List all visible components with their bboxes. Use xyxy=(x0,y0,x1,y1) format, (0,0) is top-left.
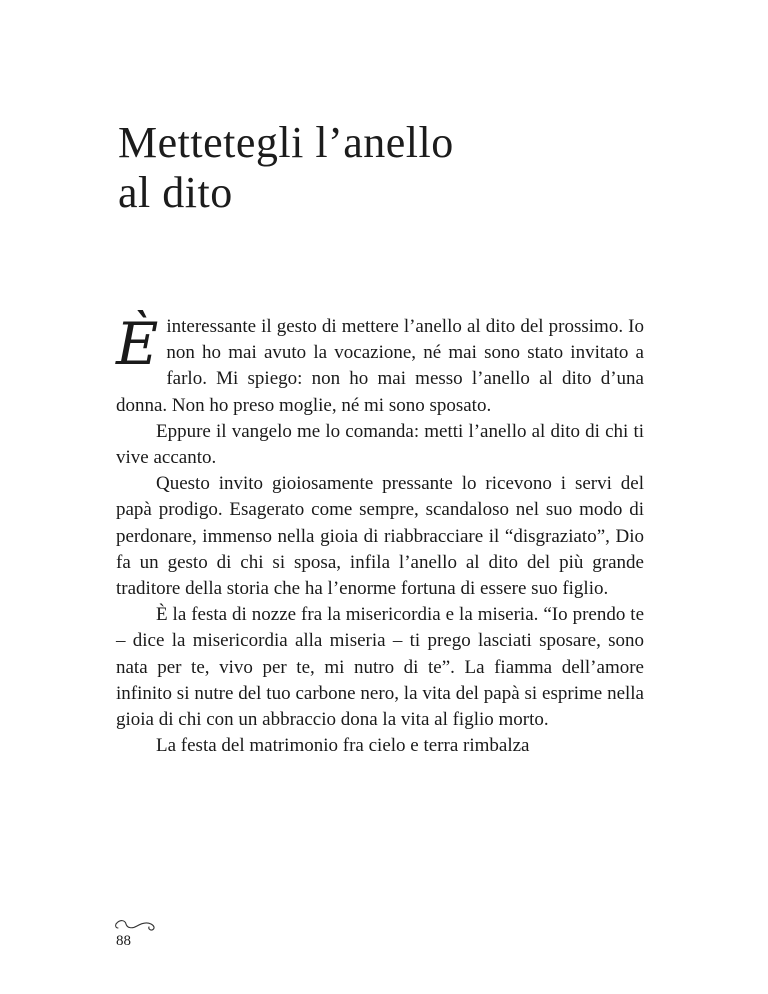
paragraph-3: Questo invito gioiosamente pressante lo ricevono i servi del papà prodigo. Esagerato come sempre, scandaloso nel suo modo di perdonare, immenso nella gioia di riabbracciare il “disgraziato”, Dio fa un gesto di chi si sposa, infila l’anello al dito del più grande traditore della storia che ha l’enorme fortuna di essere suo figlio. xyxy=(116,473,644,600)
chapter-title-line-1: Mettetegli l’anello xyxy=(118,118,454,167)
page-number: 88 xyxy=(116,933,131,949)
drop-cap: È xyxy=(116,310,159,378)
chapter-title-line-2: al dito xyxy=(118,168,233,217)
opening-paragraph xyxy=(116,310,644,419)
chapter-title xyxy=(118,118,454,218)
paragraph-5: La festa del matrimonio fra cielo e terra rimbalza xyxy=(156,735,530,757)
opening-paragraph-text: interessante il gesto di mettere l’anello al dito del prossimo. Io non ho mai avuto la vocazione, né mai sono stato invitato a farlo. Mi spiego: non ho mai messo l’anello al dito d’una donna. Non ho preso moglie, né mi sono sposato. xyxy=(116,316,644,416)
paragraph-2: Eppure il vangelo me lo comanda: metti l’anello al dito di chi ti vive accanto. xyxy=(116,420,644,469)
paragraph-4: È la festa di nozze fra la misericordia e la miseria. “Io prendo te – dice la misericordia alla miseria – ti prego lasciati sposare, sono nata per te, vivo per te, mi nutro di te”. La fiamma dell’amore infinito si nutre del tuo carbone nero, la vita del papà si esprime nella gioia di chi con un abbraccio dona la vita al figlio morto. xyxy=(116,604,644,731)
chapter-body xyxy=(116,310,644,759)
